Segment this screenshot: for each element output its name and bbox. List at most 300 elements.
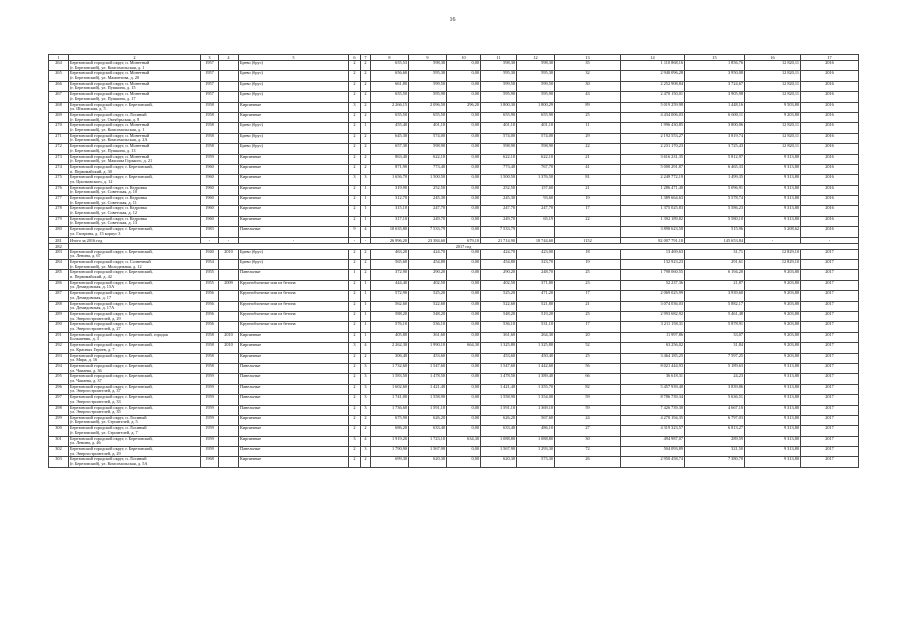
address-line: Березовский городской округ, г. Березовский, bbox=[70, 436, 153, 441]
entrances: 2 bbox=[361, 426, 371, 436]
address-line: ул. Демидовская, д. 17 bbox=[70, 295, 112, 300]
year-renovated bbox=[219, 123, 239, 133]
row-number: 294 bbox=[49, 363, 69, 373]
completion-year: 2017 bbox=[801, 291, 859, 301]
nonresidential-area: 634,30 bbox=[447, 436, 481, 446]
column-number: 12 bbox=[517, 55, 555, 61]
address-line: Березовский городской округ, г. Березовский, bbox=[70, 227, 153, 232]
table-row bbox=[49, 363, 859, 373]
housing-register-table bbox=[48, 54, 859, 468]
unit-cost: 6 194,20 bbox=[685, 270, 745, 280]
address-line: Березовский городской округ, п. Лосиный bbox=[70, 415, 147, 420]
entrances: 2 bbox=[361, 71, 371, 81]
wall-material: Брево (брус) bbox=[239, 260, 349, 270]
year-built: 1958 bbox=[201, 102, 219, 112]
max-unit-cost: 12 820,11 bbox=[745, 133, 801, 143]
address-cell bbox=[69, 216, 201, 226]
repair-cost: 5 019 259,98 bbox=[621, 102, 685, 112]
residential-area: 595,30 bbox=[481, 71, 517, 81]
completion-year: 2016 bbox=[801, 164, 859, 174]
total-area: 565,60 bbox=[371, 260, 409, 270]
floors: 2 bbox=[349, 395, 361, 405]
residential-area: 598,30 bbox=[481, 61, 517, 71]
total-area: 1 790,90 bbox=[371, 447, 409, 457]
residential-area: 1 325,80 bbox=[481, 343, 517, 353]
nonresidential-area: 0,00 bbox=[447, 71, 481, 81]
wall-material: Кирпичные bbox=[239, 426, 349, 436]
nonresidential-area: 0,00 bbox=[447, 270, 481, 280]
column-number: 17 bbox=[801, 55, 859, 61]
address-line: Березовский городской округ, г. Березовский, bbox=[70, 322, 153, 327]
entrances: 1 bbox=[361, 291, 371, 301]
address-line: (г. Березовский), ул. Мамонтова, д. 20 bbox=[70, 75, 140, 80]
private-area: 401,10 bbox=[517, 123, 555, 133]
floors: 2 bbox=[349, 260, 361, 270]
address-cell bbox=[69, 395, 201, 405]
total-area: 26 996,20 bbox=[371, 237, 409, 243]
repair-cost: 13 469,63 bbox=[621, 249, 685, 259]
row-number: 280 bbox=[49, 227, 69, 237]
total-area: 463,20 bbox=[371, 249, 409, 259]
wall-material: Кирпичные bbox=[239, 175, 349, 185]
private-area: 595,30 bbox=[517, 71, 555, 81]
year-renovated bbox=[219, 395, 239, 405]
table-cell: - bbox=[219, 237, 239, 243]
entrances: 4 bbox=[361, 436, 371, 446]
completion-year: 2016 bbox=[801, 71, 859, 81]
private-area: 1 442,60 bbox=[517, 363, 555, 373]
row-number: 302 bbox=[49, 447, 69, 457]
row-number: 275 bbox=[49, 175, 69, 185]
table-row bbox=[49, 196, 859, 206]
repair-cost: 1 389 664,63 bbox=[621, 196, 685, 206]
column-number: 7 bbox=[361, 55, 371, 61]
column-number: 6 bbox=[349, 55, 361, 61]
total-area: 656,60 bbox=[371, 71, 409, 81]
residential-area: 633,40 bbox=[481, 426, 517, 436]
residential-area: 401,10 bbox=[481, 123, 517, 133]
nonresidential-area: 0,00 bbox=[447, 185, 481, 195]
max-unit-cost: 9 203,80 bbox=[745, 301, 801, 311]
nonresidential-area: 0,00 bbox=[447, 374, 481, 384]
premises-area: 1 547,60 bbox=[409, 363, 447, 373]
completion-year: 2017 bbox=[801, 374, 859, 384]
floors: 2 bbox=[349, 196, 361, 206]
floors: 2 bbox=[349, 291, 361, 301]
wall-material: Кирпичные bbox=[239, 154, 349, 164]
nonresidential-area: 0,00 bbox=[447, 301, 481, 311]
year-built: 1958 bbox=[201, 353, 219, 363]
address-cell bbox=[69, 133, 201, 143]
max-unit-cost: 9 503,80 bbox=[745, 102, 801, 112]
nonresidential-area: 0,00 bbox=[447, 332, 481, 342]
residents: 25 bbox=[555, 353, 621, 363]
premises-area: 2 096,50 bbox=[409, 102, 447, 112]
completion-year: 2017 bbox=[801, 332, 859, 342]
year-built: 1959 bbox=[201, 447, 219, 457]
nonresidential-area: 0,00 bbox=[447, 123, 481, 133]
table-row bbox=[49, 353, 859, 363]
address-line: Березовский городской округ, г. Березовский, bbox=[70, 249, 153, 254]
private-area: 450,40 bbox=[517, 353, 555, 363]
address-line: (г. Березовский), ул. Советская, д. 13 bbox=[70, 221, 138, 226]
nonresidential-area: 0,00 bbox=[447, 260, 481, 270]
residential-area: 454,80 bbox=[481, 260, 517, 270]
wall-material: Кирпичные bbox=[239, 353, 349, 363]
unit-cost: 6 465,33 bbox=[685, 164, 745, 174]
nonresidential-area: 0,00 bbox=[447, 249, 481, 259]
completion-year: 2016 bbox=[801, 112, 859, 122]
private-area: 1 293,30 bbox=[517, 447, 555, 457]
repair-cost: 1 110 868,16 bbox=[621, 61, 685, 71]
premises-area: 454,80 bbox=[409, 260, 447, 270]
max-unit-cost: 9 313,80 bbox=[745, 164, 801, 174]
address-line: Березовский городской округ, п. Лосиный bbox=[70, 426, 147, 431]
completion-year: 2017 bbox=[801, 322, 859, 332]
repair-cost: 4 434 006,03 bbox=[621, 112, 685, 122]
row-number: 292 bbox=[49, 343, 69, 353]
year-renovated bbox=[219, 102, 239, 112]
max-unit-cost: 5 208,62 bbox=[745, 227, 801, 237]
floors: 2 bbox=[349, 112, 361, 122]
address-cell bbox=[69, 384, 201, 394]
max-unit-cost: 9 203,80 bbox=[745, 311, 801, 321]
max-unit-cost: 12 820,11 bbox=[745, 71, 801, 81]
floors: 3 bbox=[349, 343, 361, 353]
nonresidential-area: 0,00 bbox=[447, 61, 481, 71]
table-row bbox=[49, 270, 859, 280]
total-area: 562,60 bbox=[371, 301, 409, 311]
max-unit-cost: 12 829,10 bbox=[745, 249, 801, 259]
address-line: ул. Демидовская, д. 17А bbox=[70, 306, 115, 311]
premises-area: 1 990,10 bbox=[409, 343, 447, 353]
floors: 2 bbox=[349, 81, 361, 91]
premises-area: 622,10 bbox=[409, 154, 447, 164]
floors: 2 bbox=[349, 123, 361, 133]
year-built: 1959 bbox=[201, 436, 219, 446]
floors: 2 bbox=[349, 405, 361, 415]
address-line: Березовский городской округ, г. Березовский, bbox=[70, 301, 153, 306]
row-number: 285 bbox=[49, 270, 69, 280]
wall-material: Панельные bbox=[239, 405, 349, 415]
max-unit-cost: 12 829,10 bbox=[745, 260, 801, 270]
repair-cost: 4 270 194,35 bbox=[621, 415, 685, 425]
year-renovated bbox=[219, 164, 239, 174]
floors: 2 bbox=[349, 133, 361, 143]
entrances: 4 bbox=[361, 227, 371, 237]
total-area: 405,80 bbox=[371, 332, 409, 342]
nonresidential-area: 664,30 bbox=[447, 343, 481, 353]
completion-year: 2016 bbox=[801, 102, 859, 112]
column-number: 10 bbox=[447, 55, 481, 61]
address-line: ул. Энергостроителей, д. 35 bbox=[70, 410, 121, 415]
table-row bbox=[49, 405, 859, 415]
floors: 2 bbox=[349, 426, 361, 436]
address-line: ул. Гагарина, д. 15 корпус 3 bbox=[70, 231, 121, 236]
unit-cost: 6 813,27 bbox=[685, 426, 745, 436]
private-area: 423,00 bbox=[517, 249, 555, 259]
unit-cost: 31,71 bbox=[685, 249, 745, 259]
residential-area: 252,50 bbox=[481, 185, 517, 195]
nonresidential-area: 0,00 bbox=[447, 227, 481, 237]
completion-year: 2016 bbox=[801, 61, 859, 71]
residents: 1152 bbox=[555, 237, 621, 243]
premises-area: 1 567,90 bbox=[409, 447, 447, 457]
residents: 26 bbox=[555, 457, 621, 467]
row-number: 279 bbox=[49, 216, 69, 226]
table-row bbox=[49, 123, 859, 133]
table-row bbox=[49, 61, 859, 71]
repair-cost: 504 093,89 bbox=[621, 447, 685, 457]
wall-material: Брево (брус) bbox=[239, 92, 349, 102]
repair-cost: 2 470 150,01 bbox=[621, 92, 685, 102]
table-row bbox=[49, 112, 859, 122]
year-renovated bbox=[219, 144, 239, 154]
total-area: 1 656,70 bbox=[371, 175, 409, 185]
table-row bbox=[49, 457, 859, 467]
nonresidential-area: 0,00 bbox=[447, 311, 481, 321]
nonresidential-area: 0,00 bbox=[447, 154, 481, 164]
nonresidential-area: 0,00 bbox=[447, 216, 481, 226]
private-area: 1 355,70 bbox=[517, 384, 555, 394]
residential-area: 536,10 bbox=[481, 322, 517, 332]
address-line: Березовский городской округ, г. Березовский, bbox=[70, 343, 153, 348]
max-unit-cost: 9 313,80 bbox=[745, 154, 801, 164]
repair-cost: 3 898 623,58 bbox=[621, 227, 685, 237]
residents: 66 bbox=[555, 374, 621, 384]
table-row bbox=[49, 185, 859, 195]
residential-area: 574,00 bbox=[481, 133, 517, 143]
repair-cost: 2 069 025,99 bbox=[621, 291, 685, 301]
repair-cost: 132 923,23 bbox=[621, 260, 685, 270]
repair-cost: 52 237,36 bbox=[621, 280, 685, 290]
completion-year: 2017 bbox=[801, 249, 859, 259]
total-area: 661,80 bbox=[371, 81, 409, 91]
private-area: 1 325,80 bbox=[517, 343, 555, 353]
residents: 11 bbox=[555, 123, 621, 133]
repair-cost: 63 256,02 bbox=[621, 343, 685, 353]
premises-area: 536,10 bbox=[409, 322, 447, 332]
row-number: 299 bbox=[49, 415, 69, 425]
residents: 43 bbox=[555, 92, 621, 102]
nonresidential-area: 0,00 bbox=[447, 144, 481, 154]
address-line: Березовский городской округ, п. Монетный bbox=[70, 123, 150, 128]
private-area: 323,70 bbox=[517, 260, 555, 270]
entrances: 2 bbox=[361, 415, 371, 425]
residents: 81 bbox=[555, 175, 621, 185]
year-built: 1960 bbox=[201, 196, 219, 206]
repair-cost: 11 997,86 bbox=[621, 332, 685, 342]
repair-cost: 36 618,31 bbox=[621, 374, 685, 384]
total-area: 319,90 bbox=[371, 185, 409, 195]
max-unit-cost: 9 313,80 bbox=[745, 175, 801, 185]
address-line: ул. Красных Героев, д. 7 bbox=[70, 347, 115, 352]
unit-cost: 3 724,67 bbox=[685, 81, 745, 91]
year-renovated bbox=[219, 81, 239, 91]
floors: 2 bbox=[349, 144, 361, 154]
row-number: 287 bbox=[49, 291, 69, 301]
residential-area: 424,70 bbox=[481, 249, 517, 259]
table-row bbox=[49, 301, 859, 311]
residential-area: 1 591,10 bbox=[481, 405, 517, 415]
premises-area: 290,20 bbox=[409, 270, 447, 280]
entrances: 2 bbox=[361, 133, 371, 143]
address-line: Березовский городской округ, п. Монетный bbox=[70, 133, 150, 138]
address-cell bbox=[69, 343, 201, 353]
entrances: 1 bbox=[361, 280, 371, 290]
row-number: 282 bbox=[49, 243, 69, 249]
address-line: Березовский городской округ, г. Березовский, bbox=[70, 270, 153, 275]
completion-year: 2016 bbox=[801, 92, 859, 102]
premises-area: 424,70 bbox=[409, 249, 447, 259]
table-cell: - bbox=[745, 237, 801, 243]
address-line: Березовский городской округ, п. Монетный bbox=[70, 61, 150, 65]
year-built: 1958 bbox=[201, 112, 219, 122]
max-unit-cost: 12 820,11 bbox=[745, 123, 801, 133]
entrances: 2 bbox=[361, 61, 371, 71]
residential-area: 1 478,50 bbox=[481, 374, 517, 384]
private-area: 598,30 bbox=[517, 61, 555, 71]
private-area: 599,50 bbox=[517, 81, 555, 91]
private-area: 1 800,29 bbox=[517, 102, 555, 112]
max-unit-cost: 9 203,80 bbox=[745, 291, 801, 301]
max-unit-cost: 9 203,80 bbox=[745, 343, 801, 353]
entrances: 1 bbox=[361, 301, 371, 311]
year-renovated bbox=[219, 227, 239, 237]
year-built: 1957 bbox=[201, 92, 219, 102]
address-cell bbox=[69, 363, 201, 373]
completion-year: 2017 bbox=[801, 415, 859, 425]
row-number: 270 bbox=[49, 123, 69, 133]
wall-material: Брево (брус) bbox=[239, 71, 349, 81]
column-number: 9 bbox=[409, 55, 447, 61]
row-number: 276 bbox=[49, 185, 69, 195]
completion-year: 2017 bbox=[801, 447, 859, 457]
table-row bbox=[49, 415, 859, 425]
unit-cost: 5 636,51 bbox=[685, 395, 745, 405]
max-unit-cost: 9 313,80 bbox=[745, 196, 801, 206]
year-section-label: 2017 год bbox=[69, 243, 859, 249]
residents: 21 bbox=[555, 185, 621, 195]
residents: 18 bbox=[555, 249, 621, 259]
entrances: 2 bbox=[361, 457, 371, 467]
residential-area: 1 088,80 bbox=[481, 436, 517, 446]
total-area: 372,90 bbox=[371, 270, 409, 280]
premises-area: 252,50 bbox=[409, 185, 447, 195]
max-unit-cost: 9 313,80 bbox=[745, 415, 801, 425]
entrances: 3 bbox=[361, 405, 371, 415]
nonresidential-area: 0,00 bbox=[447, 405, 481, 415]
unit-cost: 3 950,08 bbox=[685, 71, 745, 81]
table-row bbox=[49, 227, 859, 237]
nonresidential-area: 0,00 bbox=[447, 426, 481, 436]
year-renovated bbox=[219, 71, 239, 81]
private-area: 1 389,40 bbox=[517, 374, 555, 384]
wall-material: Крупноблочные или из бетона bbox=[239, 301, 349, 311]
entrances: 3 bbox=[361, 363, 371, 373]
year-built: 1957 bbox=[201, 81, 219, 91]
year-built: 1968 bbox=[201, 457, 219, 467]
private-area: 248,70 bbox=[517, 270, 555, 280]
row-number: 290 bbox=[49, 322, 69, 332]
unit-cost: 1 499,35 bbox=[685, 175, 745, 185]
residents: 27 bbox=[555, 426, 621, 436]
address-line: (г. Березовский), ул. Строителей, д. 5 bbox=[70, 420, 138, 425]
wall-material: Брево (брус) bbox=[239, 133, 349, 143]
repair-cost: 2 993 682,92 bbox=[621, 311, 685, 321]
table-row bbox=[49, 144, 859, 154]
premises-area: 599,50 bbox=[409, 81, 447, 91]
year-built: 1959 bbox=[201, 395, 219, 405]
row-number: 286 bbox=[49, 280, 69, 290]
residential-area: 525,20 bbox=[481, 291, 517, 301]
year-renovated bbox=[219, 415, 239, 425]
completion-year: 2017 bbox=[801, 457, 859, 467]
address-line: Березовский городской округ, г. Березовский, bbox=[70, 447, 153, 452]
private-area: 573,30 bbox=[517, 457, 555, 467]
wall-material: Кирпичные bbox=[239, 436, 349, 446]
total-area: 699,30 bbox=[371, 457, 409, 467]
repair-cost: 1 798 060,55 bbox=[621, 270, 685, 280]
completion-year: 2017 bbox=[801, 311, 859, 321]
unit-cost: 5 096,91 bbox=[685, 185, 745, 195]
year-built: 1960 bbox=[201, 206, 219, 216]
unit-cost: 5 580,10 bbox=[685, 216, 745, 226]
address-line: Березовский городской округ, г. Березовский, bbox=[70, 384, 153, 389]
floors: 2 bbox=[349, 249, 361, 259]
total-area: 576,10 bbox=[371, 322, 409, 332]
address-line: (г. Березовский), ул. Молодежная, д. 12 bbox=[70, 264, 142, 269]
year-built: 1955 bbox=[201, 270, 219, 280]
year-built: 1959 bbox=[201, 415, 219, 425]
completion-year: 2016 bbox=[801, 185, 859, 195]
repair-cost: 1 392 189,82 bbox=[621, 216, 685, 226]
address-line: Березовский городской округ, п. Монетный bbox=[70, 92, 150, 97]
year-built: 1955 bbox=[201, 280, 219, 290]
wall-material: Крупноблочные или из бетона bbox=[239, 280, 349, 290]
wall-material: Брево (брус) bbox=[239, 249, 349, 259]
max-unit-cost: 9 313,80 bbox=[745, 447, 801, 457]
completion-year: 2017 bbox=[801, 395, 859, 405]
table-row bbox=[49, 343, 859, 353]
max-unit-cost: 9 203,80 bbox=[745, 280, 801, 290]
row-number: 291 bbox=[49, 332, 69, 342]
residential-area: 7 533,79 bbox=[481, 227, 517, 237]
residents: 89 bbox=[555, 102, 621, 112]
year-renovated bbox=[219, 185, 239, 195]
floors: 2 bbox=[349, 384, 361, 394]
year-renovated bbox=[219, 426, 239, 436]
private-area: 655,90 bbox=[517, 112, 555, 122]
column-number: 3 bbox=[201, 55, 219, 61]
unit-cost: 145 653,84 bbox=[685, 237, 745, 243]
table-row bbox=[49, 92, 859, 102]
residents: 21 bbox=[555, 301, 621, 311]
address-line: ул. Энергостроителей, д. 33 bbox=[70, 399, 121, 404]
residential-area: 522,60 bbox=[481, 301, 517, 311]
nonresidential-area: 0,00 bbox=[447, 196, 481, 206]
address-cell bbox=[69, 185, 201, 195]
column-number: 4 bbox=[219, 55, 239, 61]
table-row bbox=[49, 175, 859, 185]
residents: 35 bbox=[555, 61, 621, 71]
residential-area: 626,20 bbox=[481, 415, 517, 425]
row-number: 272 bbox=[49, 144, 69, 154]
year-renovated bbox=[219, 92, 239, 102]
year-renovated bbox=[219, 374, 239, 384]
address-cell bbox=[69, 311, 201, 321]
entrances: 2 bbox=[361, 154, 371, 164]
